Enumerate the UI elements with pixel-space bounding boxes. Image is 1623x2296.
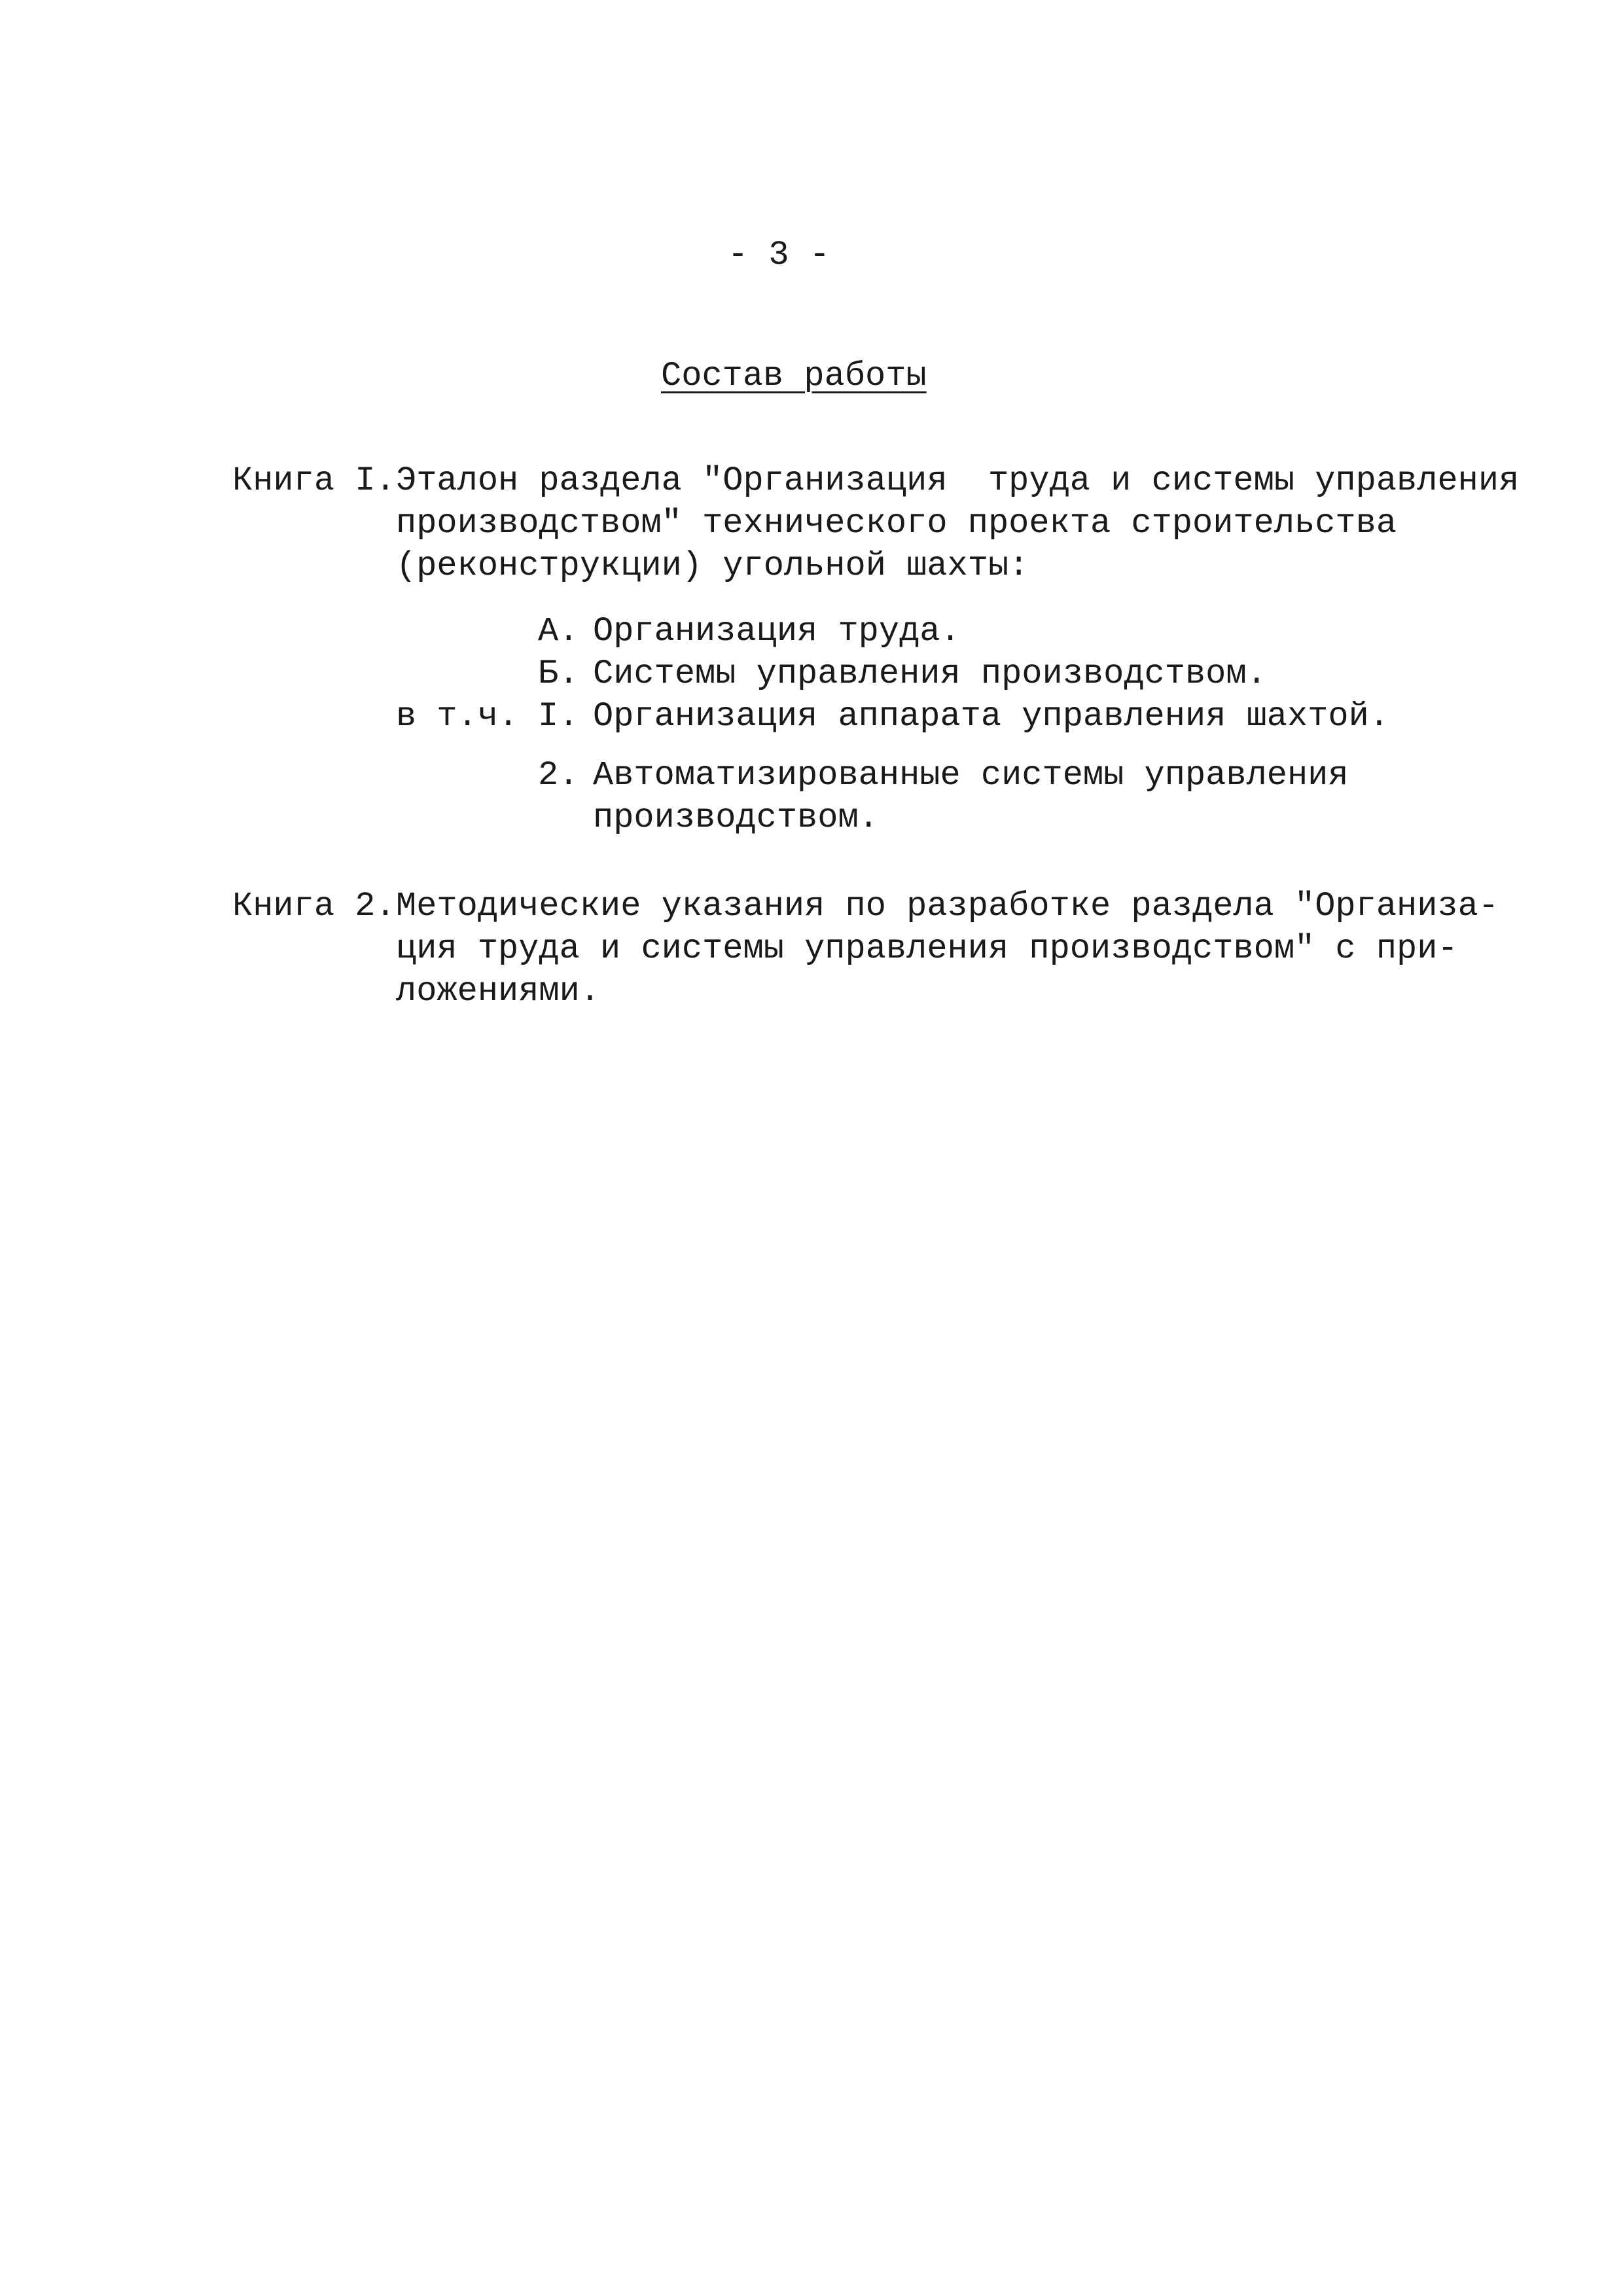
book1-subitem-1-marker: I. bbox=[538, 697, 579, 736]
book1-item-a-text: Организация труда. bbox=[593, 612, 961, 651]
book1-subitem-2-text-line-2: производством. bbox=[593, 798, 879, 837]
book1-label: Книга I. bbox=[232, 461, 396, 500]
book1-text-line-2: производством" технического проекта строительства bbox=[396, 504, 1397, 543]
book1-item-a-marker: А. bbox=[538, 612, 579, 651]
book1-item-b-text: Системы управления производством. bbox=[593, 655, 1267, 693]
page-title: Состав работы bbox=[661, 357, 927, 395]
book1-subitem-2-text-line-1: Автоматизированные системы управления bbox=[593, 756, 1349, 795]
book2-text-line-2: ция труда и системы управления производством" с при- bbox=[396, 929, 1458, 968]
page-number: - 3 - bbox=[727, 236, 830, 274]
book1-text-line-1: Эталон раздела "Организация труда и системы управления bbox=[396, 461, 1520, 500]
book1-item-b-marker: Б. bbox=[538, 655, 579, 693]
book2-text-line-3: ложениями. bbox=[396, 972, 601, 1011]
book1-subitem-1-text: Организация аппарата управления шахтой. bbox=[593, 697, 1389, 736]
book2-text-line-1: Методические указания по разработке раздела "Организа- bbox=[396, 887, 1499, 925]
book2-label: Книга 2. bbox=[232, 887, 396, 925]
book1-text-line-3: (реконструкции) угольной шахты: bbox=[396, 547, 1029, 585]
book1-subitem-2-marker: 2. bbox=[538, 756, 579, 795]
including-label: в т.ч. bbox=[396, 697, 519, 736]
